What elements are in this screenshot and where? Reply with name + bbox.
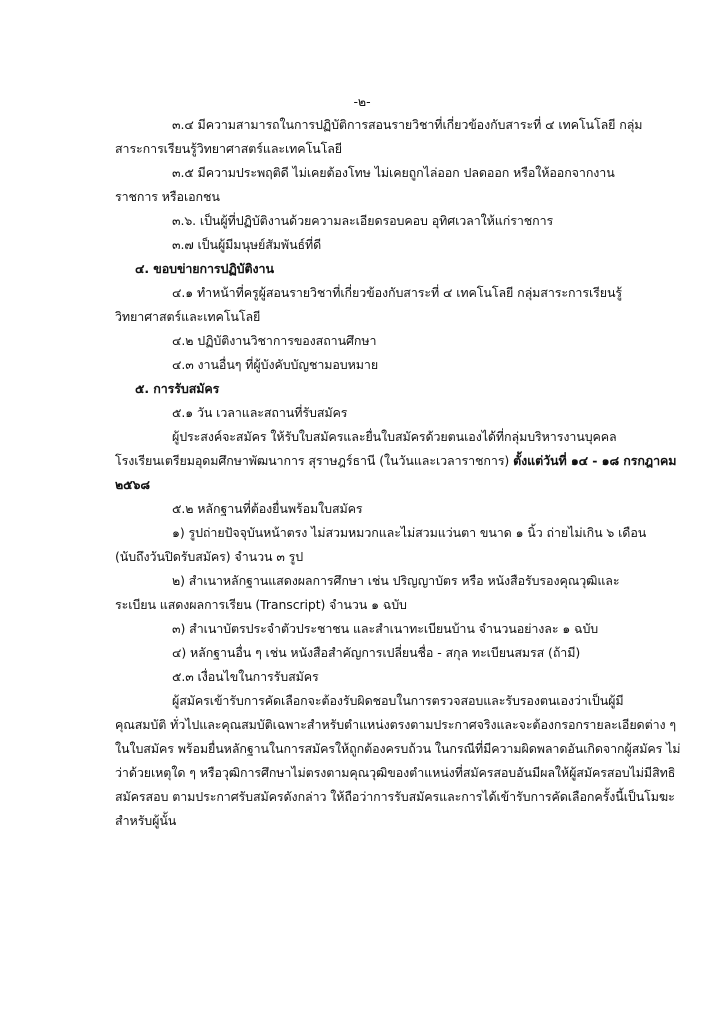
section-heading: ๕. การรับสมัคร bbox=[135, 381, 220, 396]
paragraph-line: ๓.๗ เป็นผู้มีมนุษย์สัมพันธ์ที่ดี bbox=[172, 237, 322, 252]
paragraph-line: ๓.๕ มีความประพฤติดี ไม่เคยต้องโทษ ไม่เคยถูกไล่ออก ปลดออก หรือให้ออกจากงาน bbox=[172, 165, 615, 180]
paragraph-line: ผู้สมัครเข้ารับการคัดเลือกจะต้องรับผิดชอบในการตรวจสอบและรับรองตนเองว่าเป็นผู้มี bbox=[172, 693, 624, 708]
paragraph-line: ราชการ หรือเอกชน bbox=[115, 189, 220, 204]
paragraph-line: ว่าด้วยเหตุใด ๆ หรือวุฒิการศึกษาไม่ตรงตามคุณวุฒิของตำแหน่งที่สมัครสอบอันมีผลให้ผู้สมัครสอบไม่มีสิทธิ bbox=[115, 765, 676, 780]
application-dates: ตั้งแต่วันที่ ๑๔ - ๑๘ กรกฎาคม bbox=[513, 453, 677, 468]
page-number: -๒- bbox=[353, 94, 371, 109]
paragraph-line: ๓.๔ มีความสามารถในการปฏิบัติการสอนรายวิชาที่เกี่ยวข้องกับสาระที่ ๔ เทคโนโลยี กลุ่ม bbox=[172, 117, 643, 132]
paragraph-line: ๓.๖. เป็นผู้ที่ปฏิบัติงานด้วยความละเอียดรอบคอบ อุทิศเวลาให้แก่ราชการ bbox=[172, 213, 554, 228]
paragraph-line: ๕.๒ หลักฐานที่ต้องยื่นพร้อมใบสมัคร bbox=[172, 501, 363, 516]
paragraph-line: ระเบียน แสดงผลการเรียน (Transcript) จำนวน ๑ ฉบับ bbox=[115, 597, 407, 612]
paragraph-line: ๔.๒ ปฏิบัติงานวิชาการของสถานศึกษา bbox=[172, 333, 377, 348]
paragraph-line: ผู้ประสงค์จะสมัคร ให้รับใบสมัครและยื่นใบสมัครด้วยตนเองได้ที่กลุ่มบริหารงานบุคคล bbox=[172, 429, 617, 444]
paragraph-line: สมัครสอบ ตามประกาศรับสมัครดังกล่าว ให้ถือว่าการรับสมัครและการได้เข้ารับการคัดเลือกครั้งนี้เป็นโมฆะ bbox=[115, 789, 675, 804]
paragraph-line: (นับถึงวันปิดรับสมัคร) จำนวน ๓ รูป bbox=[115, 549, 304, 564]
paragraph-line: ๕.๑ วัน เวลาและสถานที่รับสมัคร bbox=[172, 405, 348, 420]
section-heading: ๔. ขอบข่ายการปฏิบัติงาน bbox=[135, 261, 274, 276]
paragraph-line: วิทยาศาสตร์และเทคโนโลยี bbox=[115, 309, 261, 324]
paragraph-line: สำหรับผู้นั้น bbox=[115, 813, 177, 828]
paragraph-line: ๔.๓ งานอื่นๆ ที่ผู้บังคับบัญชามอบหมาย bbox=[172, 357, 379, 372]
paragraph-line: ๒) สำเนาหลักฐานแสดงผลการศึกษา เช่น ปริญญาบัตร หรือ หนังสือรับรองคุณวุฒิและ bbox=[172, 573, 620, 588]
paragraph-line bbox=[115, 453, 676, 469]
paragraph-line: สาระการเรียนรู้วิทยาศาสตร์และเทคโนโลยี bbox=[115, 141, 343, 156]
application-year: ๒๕๖๘ bbox=[115, 477, 150, 492]
paragraph-line: ๔) หลักฐานอื่น ๆ เช่น หนังสือสำคัญการเปลี่ยนชื่อ - สกุล ทะเบียนสมรส (ถ้ามี) bbox=[172, 645, 581, 660]
paragraph-line: ๔.๑ ทำหน้าที่ครูผู้สอนรายวิชาที่เกี่ยวข้องกับสาระที่ ๔ เทคโนโลยี กลุ่มสาระการเรียนรู้ bbox=[172, 285, 623, 300]
paragraph-line: คุณสมบัติ ทั่วไปและคุณสมบัติเฉพาะสำหรับตำแหน่งตรงตามประกาศจริงและจะต้องกรอกรายละเอียดต่าง ๆ bbox=[115, 717, 676, 732]
paragraph-line: ๕.๓ เงื่อนไขในการรับสมัคร bbox=[172, 669, 319, 684]
paragraph-line: ๓) สำเนาบัตรประจำตัวประชาชน และสำเนาทะเบียนบ้าน จำนวนอย่างละ ๑ ฉบับ bbox=[172, 621, 599, 636]
paragraph-line: ๑) รูปถ่ายปัจจุบันหน้าตรง ไม่สวมหมวกและไม่สวมแว่นตา ขนาด ๑ นิ้ว ถ่ายไม่เกิน ๖ เดือน bbox=[172, 525, 647, 540]
paragraph-text: โรงเรียนเตรียมอุดมศึกษาพัฒนาการ สุราษฎร์ธานี (ในวันและเวลาราชการ) bbox=[115, 453, 514, 468]
paragraph-line: ในใบสมัคร พร้อมยื่นหลักฐานในการสมัครให้ถูกต้องครบถ้วน ในกรณีที่มีความผิดพลาดอันเกิดจากผู้สมัคร ไม่ bbox=[115, 741, 681, 756]
